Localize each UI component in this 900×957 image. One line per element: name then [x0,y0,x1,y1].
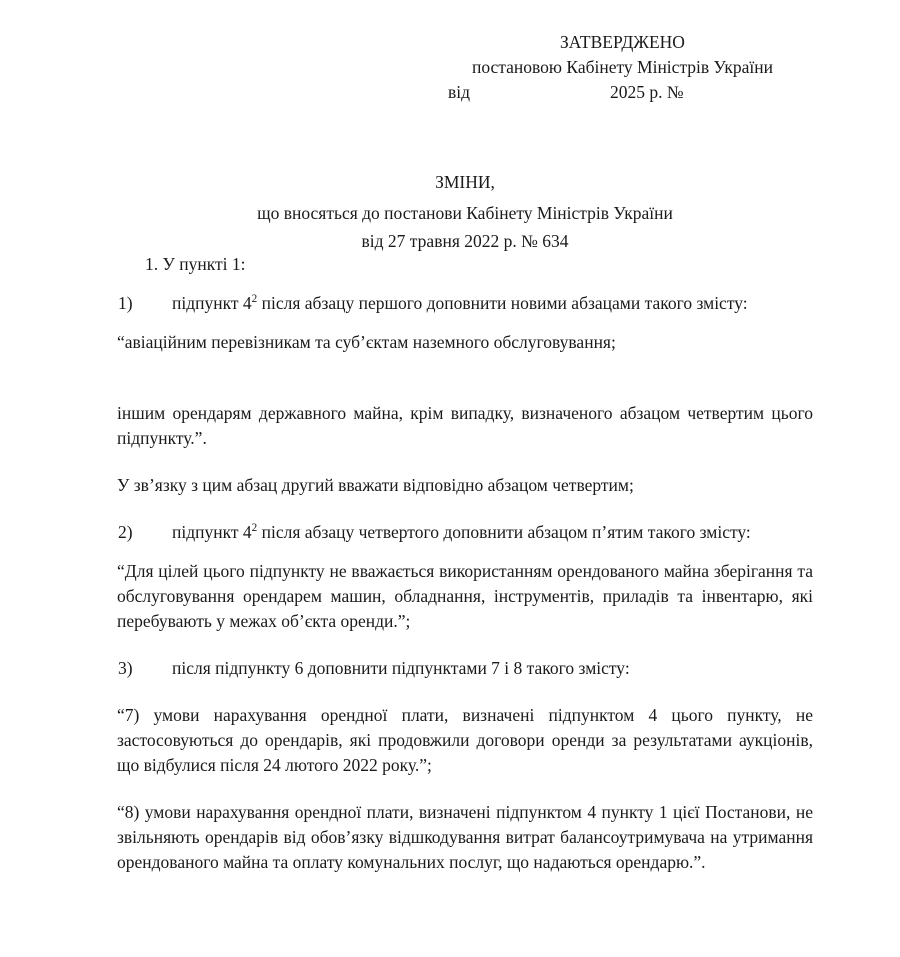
clause-1-subitem-3-marker: 3) [118,658,133,678]
spacer [117,681,813,703]
document-subtitle-line-2: від 27 травня 2022 р. № 634 [361,231,569,251]
spacer [117,778,813,800]
superscript-exponent: 2 [251,293,258,306]
spacer [117,545,813,559]
clause-1-subitem-1-marker: 1) [118,293,133,313]
approval-authority: постановою Кабінету Міністрів України [471,57,774,77]
quoted-paragraph-1: “авіаційним перевізникам та суб’єктам наземного обслуговування; [117,332,616,352]
spacer [117,316,813,330]
quoted-paragraph-3: “Для цілей цього підпункту не вважається використанням орендованого майна зберігання та обслуговування орендарем машин, обладнання, інструментів, приладів та інвентарю, які перебувають у межах об’єкта оренди.”; [117,561,813,631]
clause-1-subitem-1-text-before: підпункт 4 [172,293,252,313]
document-title-block [60,168,870,255]
document-subtitle-line-1: що вносяться до постанови Кабінету Міністрів України [257,203,673,223]
spacer [117,277,813,291]
quoted-subitem-8: “8) умови нарахування орендної плати, визначені підпунктом 4 пункту 1 цієї Постанови, не звільняють орендарів від обов’язку відшкодування витрат балансоутримувача на утримання орендованого майна та оплату комунальних послуг, що надаються орендарю.”. [117,802,813,872]
clause-1-heading: 1. У пункті 1: [145,254,246,274]
quoted-subitem-7: “7) умови нарахування орендної плати, визначені підпунктом 4 цього пункту, не застосовуються до орендарів, які продовжили договори оренди за результатами аукціонів, що відбулися після 24 лютого 2022 року.”; [117,705,813,775]
document-body [117,252,813,875]
page-title: ЗМІНИ, [435,172,495,192]
approval-heading: ЗАТВЕРДЖЕНО [560,32,685,52]
quoted-paragraph-2: іншим орендарям державного майна, крім випадку, визначеного абзацом четвертим цього підпункту.”. [117,403,813,448]
spacer [117,451,813,473]
clause-1-subitem-2-marker: 2) [118,522,133,542]
spacer [117,498,813,520]
clause-1-subitem-2-text-before: підпункт 4 [172,522,252,542]
approval-date-from-label: від [448,82,471,102]
clause-1-subitem-2-text-after: після абзацу четвертого доповнити абзацом п’ятим такого змісту: [257,522,751,542]
spacer [117,634,813,656]
superscript-exponent: 2 [251,522,258,535]
clause-1-subitem-2 [117,520,813,545]
spacer [117,355,813,401]
renumbering-note: У зв’язку з цим абзац другий вважати відповідно абзацом четвертим; [117,475,634,495]
clause-1-subitem-1 [117,291,813,316]
clause-1-subitem-3 [117,656,813,681]
approval-date-year: 2025 р. № [610,82,684,102]
clause-1-subitem-1-text-after: після абзацу першого доповнити новими абзацами такого змісту: [257,293,748,313]
clause-1-subitem-3-text: після підпункту 6 доповнити підпунктами 7 і 8 такого змісту: [172,658,630,678]
approval-date-row [430,80,815,105]
approval-block [430,30,815,105]
